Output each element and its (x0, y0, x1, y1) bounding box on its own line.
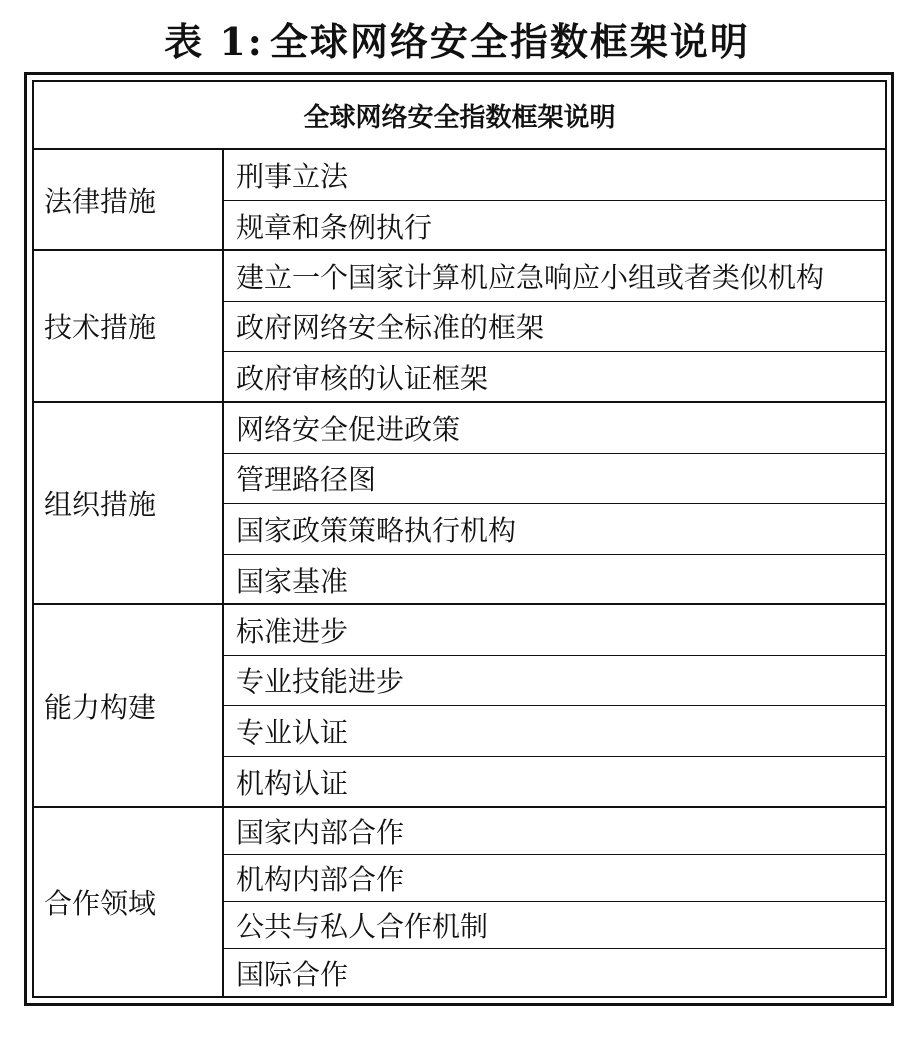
group-legal (34, 150, 885, 251)
table-outer-frame (24, 72, 894, 1006)
caption-title: 全球网络安全指数框架说明 (269, 18, 750, 64)
item-list (224, 150, 885, 249)
caption-label: 表 1: (164, 18, 264, 64)
table-row: 国家基准 (236, 564, 349, 598)
table-row: 规章和条例执行 (236, 210, 433, 244)
table-row: 专业认证 (224, 706, 885, 757)
group-technical (34, 251, 885, 403)
table-row: 标准进步 (224, 605, 885, 656)
table-row: 建立一个国家计算机应急响应小组或者类似机构 (224, 251, 885, 302)
item-list (224, 605, 885, 806)
table-row: 刑事立法 (224, 150, 885, 201)
table-row: 国家内部合作 (224, 808, 885, 855)
framework-table (32, 80, 887, 998)
table-row: 政府审核的认证框架 (236, 362, 489, 396)
category-cell: 技术措施 (34, 251, 224, 401)
table-title: 全球网络安全指数框架说明 (34, 82, 885, 150)
table-row: 专业技能进步 (224, 656, 885, 707)
group-cooperation (34, 808, 885, 996)
category-cell: 组织措施 (34, 403, 224, 603)
table-row: 国际合作 (236, 957, 349, 991)
category-cell: 合作领域 (34, 808, 224, 996)
table-row: 公共与私人合作机制 (224, 902, 885, 949)
table-row: 机构认证 (236, 766, 349, 800)
category-cell: 能力构建 (34, 605, 224, 806)
table-row: 机构内部合作 (224, 855, 885, 902)
table-row: 国家政策策略执行机构 (224, 504, 885, 555)
category-cell: 法律措施 (34, 150, 224, 249)
table-row: 政府网络安全标准的框架 (224, 302, 885, 353)
table-caption (0, 10, 914, 66)
table-row: 网络安全促进政策 (224, 403, 885, 454)
group-capacity (34, 605, 885, 808)
table-row: 管理路径图 (224, 454, 885, 505)
item-list (224, 251, 885, 401)
table-body (34, 150, 885, 996)
item-list (224, 808, 885, 996)
item-list (224, 403, 885, 603)
group-organizational (34, 403, 885, 605)
